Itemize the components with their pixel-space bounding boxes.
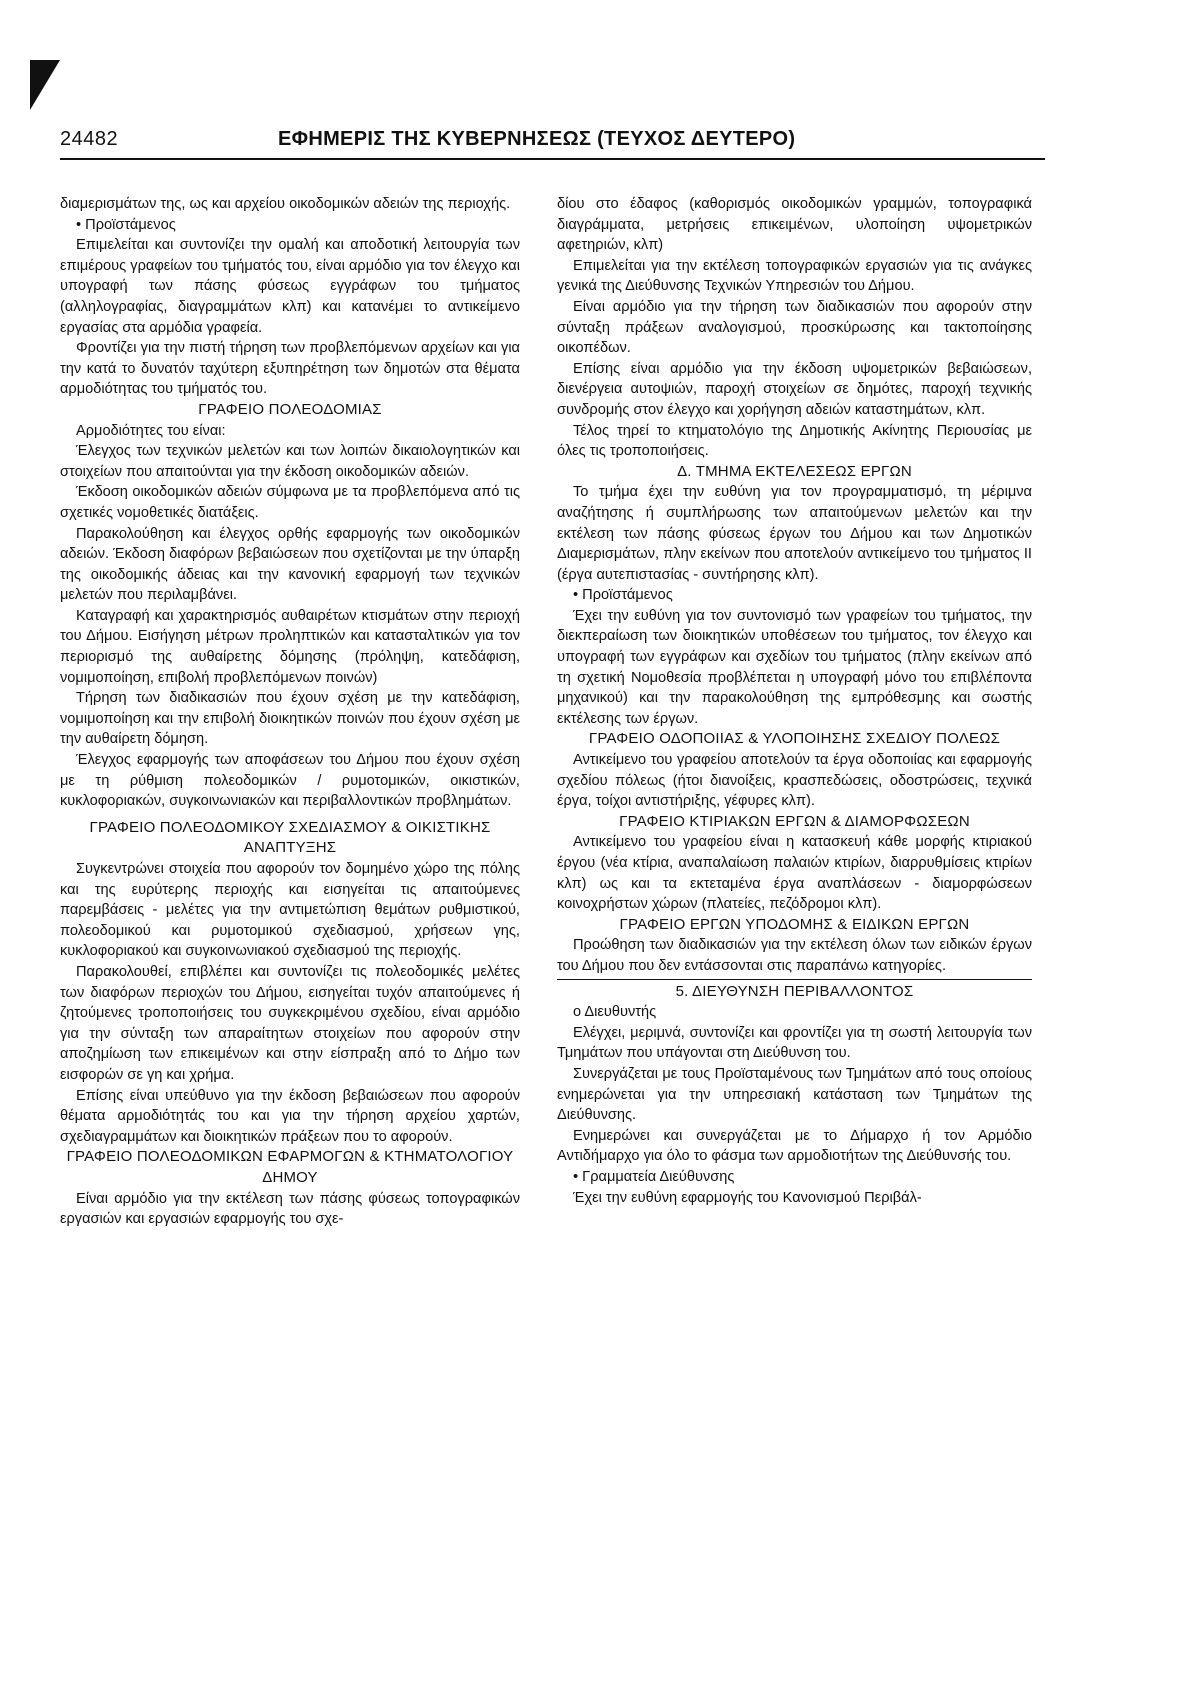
paragraph: Ελέγχει, μεριμνά, συντονίζει και φροντίζει για τη σωστή λειτουργία των Τμημάτων που υπάγονται στη Διεύθυνση του. (557, 1024, 1032, 1062)
paragraph: Επιμελείται και συντονίζει την ομαλή και αποδοτική λειτουργία των επιμέρους γραφείων του τμήματός του, είναι αρμόδιο για τον έλεγχο και υπογραφή των πάσης φύσεως εγγράφων του τμήματος (αλληλογραφίας, διαγραμμάτων κλπ) και κατανέμει το αντικείμενο εργασίας στα αρμόδια γραφεία. (60, 237, 520, 336)
subheading-supervisor: • Προϊστάμενος (60, 215, 520, 236)
paragraph: Είναι αρμόδιο για την τήρηση των διαδικασιών που αφορούν στην σύνταξη πράξεων αναλογισμού, προσκύρωσης και τακτοποίησης οικοπέδων. (557, 298, 1032, 357)
paragraph: Επίσης είναι υπεύθυνο για την έκδοση βεβαιώσεων που αφορούν θέματα αρμοδιότητάς του και για την τήρηση αρχείου χαρτών, σχεδιαγραμμάτων και διοικητικών πράξεων που το αφορούν. (60, 1087, 520, 1145)
paragraph: Επιμελείται για την εκτέλεση τοπογραφικών εργασιών για τις ανάγκες γενικά της Διεύθυνσης Τεχνικών Υπηρεσιών του Δήμου. (557, 257, 1032, 295)
paragraph: διαμερισμάτων της, ως και αρχείου οικοδομικών αδειών της περιοχής. (60, 196, 511, 212)
subheading-supervisor: • Προϊστάμενος (557, 585, 1032, 606)
paragraph: Παρακολουθεί, επιβλέπει και συντονίζει τις πολεοδομικές μελέτες των διαφόρων περιοχών του Δήμου, εισηγείται τυχόν απαιτούμενες ή ζητούμενες τροποποιήσεις του συγκεκριμένου σχεδίου, είναι αρμόδιο για την σύνταξη των απαραίτητων στοιχείων που αφορούν στην αποζημίωση των επικειμένων και στην είσπραξη από το Δήμο των εισφορών σε γη και χρήμα. (60, 963, 520, 1083)
paragraph: Συνεργάζεται με τους Προϊσταμένους των Τμημάτων από τους οποίους ενημερώνεται για την υπηρεσιακή κατάσταση των Τμημάτων της Διεύθυνσης. (557, 1065, 1032, 1124)
gazette-title: ΕΦΗΜΕΡΙΣ ΤΗΣ ΚΥΒΕΡΝΗΣΕΩΣ (ΤΕΥΧΟΣ ΔΕΥΤΕΡΟ) (278, 128, 796, 150)
paragraph: Έκδοση οικοδομικών αδειών σύμφωνα με τα προβλεπόμενα από τις σχετικές νομοθετικές διατάξεις. (60, 484, 520, 521)
paragraph: Επίσης είναι αρμόδιο για την έκδοση υψομετρικών βεβαιώσεων, διενέργεια αυτοψιών, παροχή στοιχείων σε δημότες, παροχή τεχνικής συνδρομής στον έλεγχο και χορήγηση αδειών καταστημάτων, κλπ. (557, 360, 1032, 418)
right-column (557, 194, 1032, 1208)
paragraph: Το τμήμα έχει την ευθύνη για τον προγραμματισμό, τη μέριμνα αναζήτησης ή συμπλήρωσης των απαιτούμενων μελετών και την εκτέλεση των πάσης φύσεως έργων του Δήμου και των Δημοτικών Διαμερισμάτων, πλην εκείνων που αποτελούν αντικείμενο του τμήματος ΙΙ (έργα αυτεπιστασίας - συντήρησης κλπ). (557, 484, 1032, 583)
paragraph: ο Διευθυντής (573, 1004, 657, 1021)
paragraph: Είναι αρμόδιο για την εκτέλεση των πάσης φύσεως τοπογραφικών εργασιών και εργασιών εφαρμογής του σχε- (60, 1190, 520, 1228)
paragraph: Αντικείμενο του γραφείου είναι η κατασκευή κάθε μορφής κτιριακού έργου (νέα κτίρια, αναπαλαίωση παλαιών κτιρίων, διαρρυθμίσεις κτιρίων κλπ) ως και τα εκτεταμένα έργα αναπλάσεων - διαμορφώσεων κοινοχρήστων χώρων (πλατείες, πεζόδρομοι κλπ). (557, 834, 1032, 913)
subheading-secretariat: • Γραμματεία Διεύθυνσης (557, 1167, 1032, 1188)
section-heading: ΓΡΑΦΕΙΟ ΚΤΙΡΙΑΚΩΝ ΕΡΓΩΝ & ΔΙΑΜΟΡΦΩΣΕΩΝ (619, 812, 970, 830)
paragraph: Έλεγχος των τεχνικών μελετών και των λοιπών δικαιολογητικών και στοιχείων που απαιτούνται για την έκδοση οικοδομικών αδειών. (60, 443, 520, 480)
paragraph: Έχει την ευθύνη για τον συντονισμό των γραφείων του τμήματος, την διεκπεραίωση των διοικητικών υποθέσεων του τμήματος, τον έλεγχο και υπογραφή των εγγράφων και σχεδίων του τμήματος (πλην εκείνων από τη σχετική Νομοθεσία προβλέπεται η υπογραφή μόνο του επιβλέποντα μηχανικού) και την παρακολούθηση της εμπρόθεσμης και σωστής εκτέλεσης των έργων. (557, 607, 1032, 727)
section-heading: ΓΡΑΦΕΙΟ ΠΟΛΕΟΔΟΜΙΚΩΝ ΕΦΑΡΜΟΓΩΝ & ΚΤΗΜΑΤΟΛΟΓΙΟΥ ΔΗΜΟΥ (66, 1148, 514, 1186)
page-header (60, 128, 1040, 160)
paragraph: Τήρηση των διαδικασιών που έχουν σχέση με την κατεδάφιση, νομιμοποίηση και την επιβολή διοικητικών ποινών που έχουν σχέση με την αυθαίρετη δόμηση. (60, 690, 520, 748)
paragraph: Παρακολούθηση και έλεγχος ορθής εφαρμογής των οικοδομικών αδειών. Έκδοση διαφόρων βεβαιώσεων που σχετίζονται με την ύπαρξη της οικοδομικής άδειας και την κανονική εφαρμογή των τεχνικών μελετών που περιλαμβάνει. (60, 525, 520, 604)
section-heading: Δ. ΤΜΗΜΑ ΕΚΤΕΛΕΣΕΩΣ ΕΡΓΩΝ (677, 462, 912, 480)
paragraph: Φροντίζει για την πιστή τήρηση των προβλεπόμενων αρχείων και για την κατά το δυνατόν ταχύτερη εξυπηρέτηση των δημοτών στα θέματα αρμοδιότητας του τμήματός του. (60, 340, 520, 398)
page-number: 24482 (60, 128, 119, 150)
paragraph: Καταγραφή και χαρακτηρισμός αυθαιρέτων κτισμάτων στην περιοχή του Δήμου. Εισήγηση μέτρων προληπτικών και κατασταλτικών για τον περιορισμό της αυθαίρετης δόμησης (πρόληψη, κατεδάφιση, νομιμοποίηση, επιβολή προβλεπόμενων ποινών) (60, 607, 520, 686)
section-heading: 5. ΔΙΕΥΘΥΝΣΗ ΠΕΡΙΒΑΛΛΟΝΤΟΣ (675, 982, 914, 1000)
paragraph: Συγκεντρώνει στοιχεία που αφορούν τον δομημένο χώρο της πόλης και της ευρύτερης περιοχής και εισηγείται τις απαιτούμενες παρεμβάσεις - μελέτες για την αντιμετώπιση θεμάτων ρυθμιστικού, πολεοδομικού και ρυμοτομικού σχεδιασμού, χρήσεων γης, κυκλοφοριακού και συγκοινωνιακού σχεδιασμού της περιοχής. (60, 861, 520, 960)
section-heading: ΓΡΑΦΕΙΟ ΠΟΛΕΟΔΟΜΙΚΟΥ ΣΧΕΔΙΑΣΜΟΥ & ΟΙΚΙΣΤΙΚΗΣ ΑΝΑΠΤΥΞΗΣ (89, 818, 491, 857)
paragraph: Ενημερώνει και συνεργάζεται με το Δήμαρχο ή τον Αρμόδιο Αντιδήμαρχο για όλο το φάσμα των αρμοδιοτήτων της Διεύθυνσής του. (557, 1127, 1032, 1165)
section-divider (557, 979, 1032, 980)
section-heading: ΓΡΑΦΕΙΟ ΟΔΟΠΟΙΙΑΣ & ΥΛΟΠΟΙΗΣΗΣ ΣΧΕΔΙΟΥ ΠΟΛΕΩΣ (588, 730, 1001, 748)
paragraph: δίου στο έδαφος (καθορισμός οικοδομικών γραμμών, τοπογραφικά διαγράμματα, μετρήσεις επικειμένων, υλοποίηση υψομετρικών αφετηριών, κλπ) (557, 196, 1032, 254)
paragraph: Έχει την ευθύνη εφαρμογής του Κανονισμού Περιβάλ- (573, 1189, 922, 1206)
paragraph: Προώθηση των διαδικασιών για την εκτέλεση όλων των ειδικών έργων του Δήμου που δεν εντάσσονται στις παραπάνω κατηγορίες. (557, 937, 1032, 974)
section-heading: ΓΡΑΦΕΙΟ ΠΟΛΕΟΔΟΜΙΑΣ (198, 400, 382, 418)
section-heading: ΓΡΑΦΕΙΟ ΕΡΓΩΝ ΥΠΟΔΟΜΗΣ & ΕΙΔΙΚΩΝ ΕΡΓΩΝ (619, 915, 970, 933)
paragraph: Τέλος τηρεί το κτηματολόγιο της Δημοτικής Ακίνητης Περιουσίας με όλες τις τροποποιήσεις. (557, 422, 1032, 460)
header-rule (60, 158, 1045, 160)
paragraph: Αρμοδιότητες του είναι: (76, 422, 226, 439)
paragraph: Έλεγχος εφαρμογής των αποφάσεων του Δήμου που έχουν σχέση με τη ρύθμιση πολεοδομικών / ρυμοτομικών, οικιστικών, κυκλοφοριακών, συγκοινωνιακών και περιβαλλοντικών προβλημάτων. (60, 752, 520, 810)
scan-corner-mark (30, 60, 60, 110)
left-column (60, 194, 520, 1230)
paragraph: Αντικείμενο του γραφείου αποτελούν τα έργα οδοποιίας και εφαρμογής σχεδίου πόλεως (ήτοι διανοίξεις, κρασπεδώσεις, οδοστρώσεις, τεχνικά έργα, τοίχοι αντιστήριξης, γέφυρες κλπ). (557, 752, 1032, 810)
